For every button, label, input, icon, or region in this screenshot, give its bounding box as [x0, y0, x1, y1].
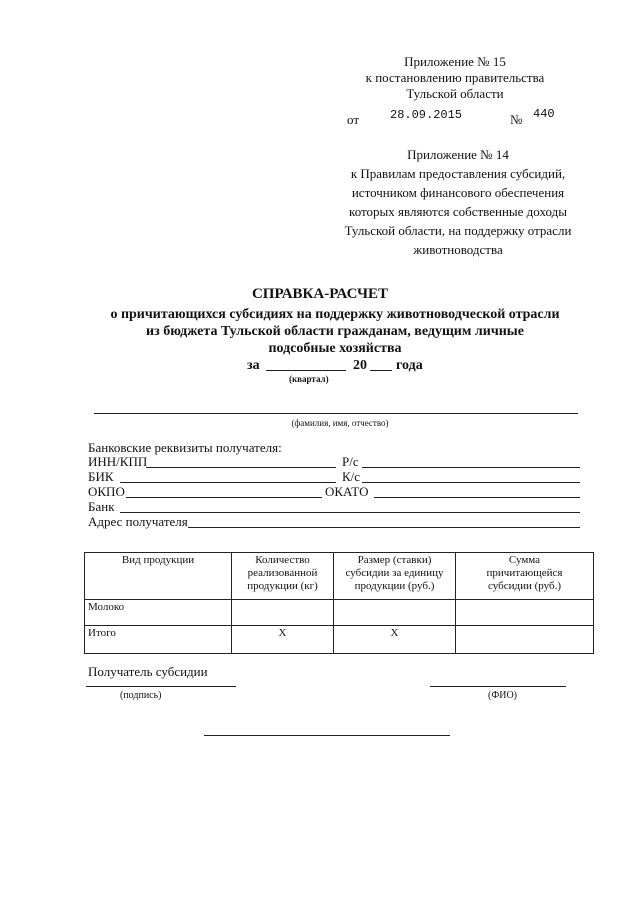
signer-fio-field[interactable] — [430, 686, 566, 687]
table-row — [85, 600, 594, 626]
document-subtitle — [0, 306, 640, 357]
header-quantity: Количество реализованной продукции (кг) — [232, 553, 334, 600]
header-sum: Сумма причитающейся субсидии (руб.) — [456, 553, 594, 600]
appendix-15-header — [330, 54, 580, 102]
signature-caption: (подпись) — [120, 690, 162, 701]
subtitle-line2: из бюджета Тульской области гражданам, ведущим личные — [146, 324, 524, 339]
okpo-field[interactable] — [126, 497, 322, 498]
signer-fio-caption: (ФИО) — [488, 690, 518, 701]
year-prefix: 20 — [353, 358, 367, 373]
inn-label: ИНН/КПП — [88, 454, 148, 469]
decree-number: 440 — [533, 107, 555, 121]
appendix-14-line4: которых являются собственные доходы — [349, 204, 567, 219]
table-header-row — [85, 553, 594, 600]
rs-field[interactable] — [362, 467, 580, 468]
cell-rate: X — [334, 626, 456, 654]
fio-caption: (фамилия, имя, отчество) — [291, 418, 389, 428]
bik-field[interactable] — [120, 482, 336, 483]
document-title: СПРАВКА-РАСЧЕТ — [251, 286, 389, 302]
table-row — [85, 626, 594, 654]
signature-field[interactable] — [86, 686, 236, 687]
address-label: Адрес получателя — [88, 514, 188, 529]
subtitle-line3: подсобные хозяйства — [268, 341, 402, 356]
appendix-15-line3: Тульской области — [406, 86, 504, 101]
bik-label: БИК — [88, 469, 114, 484]
cell-sum[interactable] — [456, 600, 594, 626]
header-rate: Размер (ставки) субсидии за единицу продукции (руб.) — [334, 553, 456, 600]
ks-field[interactable] — [362, 482, 580, 483]
cell-sum[interactable] — [456, 626, 594, 654]
inn-field[interactable] — [146, 467, 336, 468]
cell-product: Итого — [85, 626, 232, 654]
number-prefix: № — [510, 112, 523, 127]
appendix-14-title: Приложение № 14 — [407, 147, 509, 162]
bank-label: Банк — [88, 499, 115, 514]
period-prefix: за — [247, 358, 260, 373]
recipient-label: Получатель субсидии — [88, 664, 208, 679]
okato-field[interactable] — [374, 497, 580, 498]
cell-quantity: X — [232, 626, 334, 654]
ks-label: К/с — [342, 469, 361, 484]
appendix-14-line6: животноводства — [413, 242, 503, 257]
okato-label: ОКАТО — [325, 484, 369, 499]
bottom-divider — [204, 735, 450, 736]
quarter-caption: (квартал) — [289, 374, 329, 384]
quarter-field[interactable] — [266, 370, 346, 371]
subtitle-line1: о причитающихся субсидиях на поддержку животноводческой отрасли — [110, 307, 560, 322]
appendix-14-line2: к Правилам предоставления субсидий, — [350, 166, 566, 181]
year-field[interactable] — [370, 370, 392, 371]
appendix-15-line2: к постановлению правительства — [365, 70, 545, 85]
appendix-15-title: Приложение № 15 — [404, 54, 506, 69]
appendix-14-line3: источником финансового обеспечения — [351, 185, 565, 200]
year-suffix: года — [396, 358, 423, 373]
cell-quantity[interactable] — [232, 600, 334, 626]
decree-date: 28.09.2015 — [390, 108, 463, 122]
bank-field[interactable] — [120, 512, 580, 513]
appendix-14-header — [328, 145, 588, 259]
okpo-label: ОКПО — [88, 484, 125, 499]
address-field[interactable] — [188, 527, 580, 528]
subsidy-table — [84, 552, 594, 654]
date-prefix: от — [347, 112, 360, 127]
cell-product: Молоко — [85, 600, 232, 626]
header-product: Вид продукции — [85, 553, 232, 600]
bank-heading: Банковские реквизиты получателя: — [88, 440, 282, 455]
appendix-14-line5: Тульской области, на поддержку отрасли — [344, 223, 572, 238]
rs-label: Р/с — [342, 454, 359, 469]
cell-rate[interactable] — [334, 600, 456, 626]
fio-field[interactable] — [94, 413, 578, 414]
